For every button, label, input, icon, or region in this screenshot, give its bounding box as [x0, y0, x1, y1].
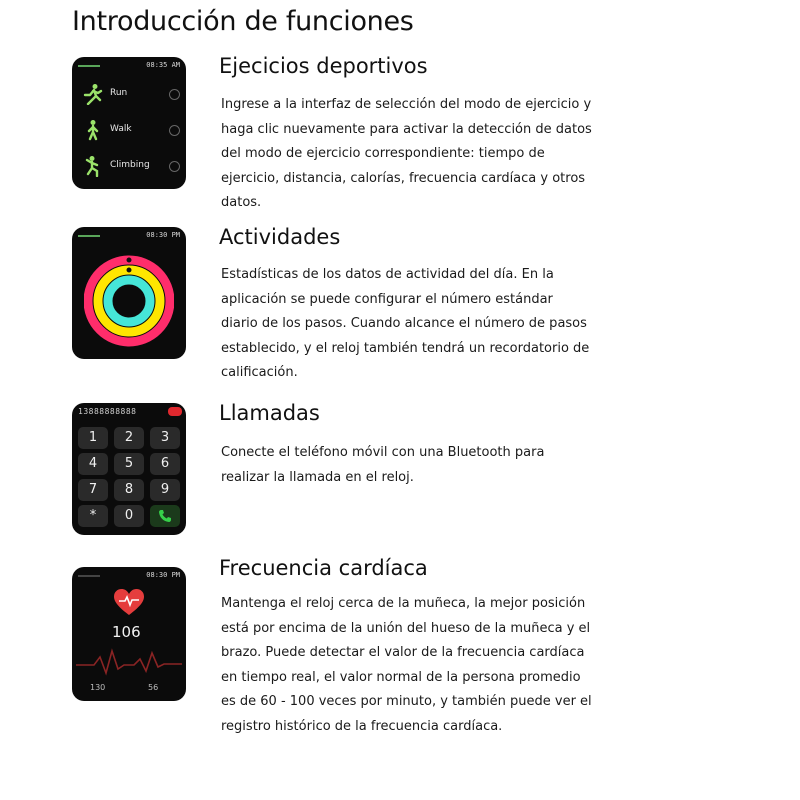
running-figure-icon [82, 83, 104, 105]
exercise-item-run[interactable] [80, 81, 182, 107]
heart-rate-wave [76, 647, 182, 677]
dial-key-7[interactable]: 7 [78, 479, 108, 501]
section-title-heart-rate: Frecuencia cardíaca [219, 556, 428, 580]
watch-screen-dialer [72, 403, 186, 535]
ring-marker-icon [127, 258, 132, 263]
dial-key-1[interactable]: 1 [78, 427, 108, 449]
exercise-label: Run [110, 88, 128, 98]
exercise-item-climbing[interactable] [80, 153, 182, 179]
watch-screen-activity [72, 227, 186, 359]
status-time: 08:35 AM [146, 61, 180, 69]
section-title-exercise: Ejecicios deportivos [219, 54, 428, 78]
page-title: Introducción de funciones [72, 6, 414, 37]
dial-key-9[interactable]: 9 [150, 479, 180, 501]
exercise-item-walk[interactable] [80, 117, 182, 143]
dial-key-6[interactable]: 6 [150, 453, 180, 475]
call-button[interactable] [150, 505, 180, 527]
dial-key-star[interactable]: * [78, 505, 108, 527]
dial-key-8[interactable]: 8 [114, 479, 144, 501]
phone-icon [158, 509, 172, 523]
exercise-label: Climbing [110, 160, 150, 170]
dial-key-2[interactable]: 2 [114, 427, 144, 449]
exercise-label: Walk [110, 124, 132, 134]
section-body-activity: Estadísticas de los datos de actividad del día. En la aplicación se puede configurar el número estándar diario de los pasos. Cuando alcance el número de pasos establecido, y el reloj también tendrá un recordatorio de calificación. [221, 267, 590, 381]
status-time: 08:30 PM [146, 571, 180, 579]
walking-figure-icon [82, 119, 104, 141]
section-body-heart-rate: Mantenga el reloj cerca de la muñeca, la mejor posición está por encima de la unión del hueso de la muñeca y el brazo. Puede detectar el valor de la frecuencia cardíaca en tiempo real, el valor normal de la persona promedio es de 60 - 100 veces por minuto, y también puede ver el registro histórico de la frecuencia cardíaca. [221, 596, 592, 734]
select-icon [169, 161, 180, 172]
heart-rate-max: 56 [148, 683, 159, 692]
dial-key-4[interactable]: 4 [78, 453, 108, 475]
section-body-calls: Conecte el teléfono móvil con una Bluetooth para realizar la llamada en el reloj. [221, 445, 545, 485]
section-title-calls: Llamadas [219, 401, 320, 425]
select-icon [169, 89, 180, 100]
dialed-number: 13888888888 [78, 407, 137, 416]
climbing-figure-icon [82, 155, 104, 177]
ring-marker-icon [127, 268, 132, 273]
status-bar [78, 231, 180, 241]
status-bar [78, 571, 180, 581]
activity-rings [84, 245, 174, 351]
dial-key-0[interactable]: 0 [114, 505, 144, 527]
backspace-icon[interactable] [168, 407, 182, 416]
dial-key-3[interactable]: 3 [150, 427, 180, 449]
status-time: 08:30 PM [146, 231, 180, 239]
status-bar [78, 61, 180, 71]
watch-screen-exercise [72, 57, 186, 189]
heart-icon [114, 589, 144, 616]
select-icon [169, 125, 180, 136]
heart-rate-value: 106 [112, 623, 141, 641]
activity-ring-stand [108, 280, 150, 322]
dial-keypad [78, 425, 180, 529]
section-title-activity: Actividades [219, 225, 341, 249]
heart-rate-min: 130 [90, 683, 106, 692]
watch-screen-heart-rate [72, 567, 186, 701]
section-body-exercise: Ingrese a la interfaz de selección del modo de ejercicio y haga clic nuevamente para activar la detección de datos del modo de ejercicio correspondiente: tiempo de ejercicio, distancia, calorías, frecuencia cardíaca y otros datos. [221, 97, 592, 211]
dial-key-5[interactable]: 5 [114, 453, 144, 475]
